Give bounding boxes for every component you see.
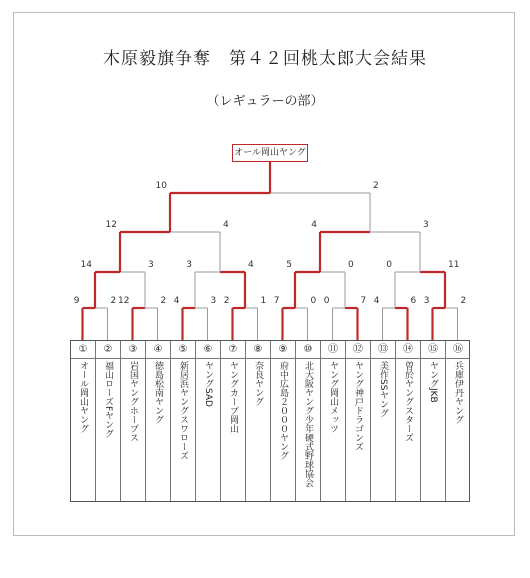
score-label: 2 — [373, 181, 379, 191]
score-label: 14 — [80, 260, 92, 270]
score-label: 3 — [423, 296, 430, 306]
team-name: 美作SSヤング — [378, 361, 388, 418]
team-name: 曽於ヤングスターズ — [403, 361, 413, 442]
team-cell — [221, 341, 246, 501]
team-name: 北大阪ヤング少年硬式野球協会 — [303, 361, 313, 487]
team-number: ⑩ — [296, 342, 320, 359]
team-number: ⑭ — [396, 342, 420, 359]
score-label: 9 — [73, 296, 80, 306]
score-label: 7 — [360, 296, 367, 306]
score-label: 3 — [148, 260, 154, 270]
score-label: 3 — [210, 296, 217, 306]
score-label: 4 — [173, 296, 180, 306]
team-cell — [346, 341, 371, 501]
team-number: ⑮ — [421, 342, 445, 359]
score-label: 2 — [460, 296, 467, 306]
team-cell — [196, 341, 221, 501]
team-name: 岩国ヤングホープス — [128, 361, 138, 442]
score-label: 4 — [311, 220, 317, 230]
score-label: 6 — [410, 296, 417, 306]
team-name: オール岡山ヤング — [78, 361, 88, 433]
team-cell — [296, 341, 321, 501]
score-label: 7 — [273, 296, 280, 306]
team-number: ② — [96, 342, 120, 359]
page-subtitle: （レギュラーの部） — [206, 94, 324, 109]
score-label: 12 — [118, 296, 130, 306]
team-name: ヤングカープ岡山 — [228, 361, 238, 433]
team-number: ⑤ — [171, 342, 195, 359]
team-number: ⑧ — [246, 342, 270, 359]
score-label: 11 — [448, 260, 460, 270]
team-name: ヤングSAD — [203, 361, 213, 407]
score-label: 12 — [105, 220, 117, 230]
team-cell — [171, 341, 196, 501]
team-cell — [421, 341, 446, 501]
team-number: ⑦ — [221, 342, 245, 359]
team-cell — [121, 341, 146, 501]
team-cell — [96, 341, 121, 501]
team-number: ⑪ — [321, 342, 345, 359]
team-number: ⑥ — [196, 342, 220, 359]
team-name: 新居浜ヤングスワローズ — [178, 361, 188, 460]
team-name: 府中広島２０００ヤング — [278, 361, 288, 460]
team-cell — [371, 341, 396, 501]
team-table — [70, 340, 470, 502]
score-label: 3 — [186, 260, 192, 270]
team-cell — [321, 341, 346, 501]
team-cell — [71, 341, 96, 501]
team-cell — [146, 341, 171, 501]
team-name: ヤング岡山メッツ — [328, 361, 338, 433]
score-label: 0 — [310, 296, 317, 306]
team-number: ⑨ — [271, 342, 295, 359]
score-label: 2 — [223, 296, 230, 306]
score-label: 10 — [155, 181, 167, 191]
score-label: 4 — [373, 296, 380, 306]
score-label: 0 — [323, 296, 330, 306]
team-name: ヤングJKB — [428, 361, 438, 403]
team-name: 徳島松南ヤング — [153, 361, 163, 424]
score-label: 3 — [423, 220, 429, 230]
team-cell — [396, 341, 421, 501]
score-label: 1 — [260, 296, 267, 306]
team-number: ④ — [146, 342, 170, 359]
score-label: 0 — [348, 260, 354, 270]
team-cell — [446, 341, 471, 501]
team-name: 奈良ヤング — [253, 361, 263, 406]
team-name: 福山ローズFヤング — [103, 361, 113, 439]
team-number: ⑬ — [371, 342, 395, 359]
score-label: 4 — [223, 220, 229, 230]
team-number: ⑯ — [446, 342, 470, 359]
champion-box: オール岡山ヤング — [232, 144, 308, 162]
team-name: ヤング神戸ドラゴンズ — [353, 361, 363, 451]
team-number: ③ — [121, 342, 145, 359]
team-name: 兵庫伊丹ヤング — [453, 361, 463, 424]
score-label: 5 — [286, 260, 292, 270]
team-number: ⑫ — [346, 342, 370, 359]
team-number: ① — [71, 342, 95, 359]
team-cell — [271, 341, 296, 501]
team-cell — [246, 341, 271, 501]
score-label: 0 — [386, 260, 392, 270]
score-label: 2 — [110, 296, 117, 306]
score-label: 2 — [160, 296, 167, 306]
score-label: 4 — [248, 260, 254, 270]
page-title: 木原毅旗争奪 第４２回桃太郎大会結果 — [103, 49, 427, 69]
